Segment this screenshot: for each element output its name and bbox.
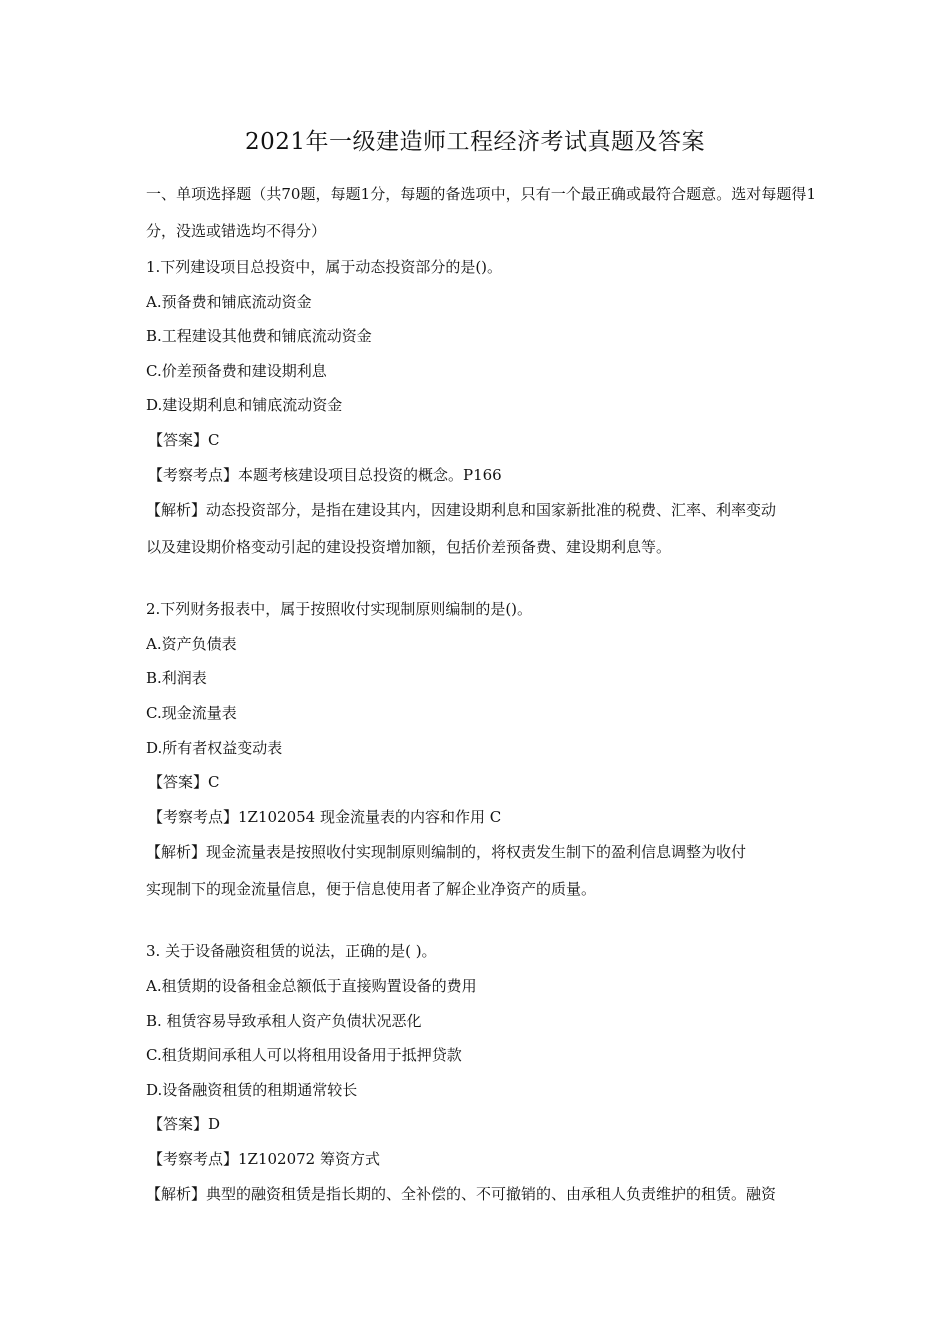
section-header: 一、单项选择题（共70题，每题1分，每题的备选项中，只有一个最正确或最符合题意。选对每题得1分，没选或错选均不得分） [146, 185, 816, 240]
option-c: C.现金流量表 [146, 703, 237, 722]
question-block [146, 592, 816, 908]
spacer [146, 566, 816, 592]
analysis-line: 【解析】现金流量表是按照收付实现制原则编制的，将权责发生制下的盈利信息调整为收付 [146, 843, 747, 862]
option-b: B. 租赁容易导致承租人资产负债状况恶化 [146, 1011, 422, 1030]
question-stem: 1.下列建设项目总投资中，属于动态投资部分的是()。 [146, 258, 503, 276]
question-stem: 3. 关于设备融资租赁的说法，正确的是( )。 [146, 942, 437, 961]
analysis-line: 【解析】典型的融资租赁是指长期的、全补偿的、不可撤销的、由承租人负责维护的租赁。融资 [146, 1185, 777, 1204]
answer: 【答案】C [148, 773, 220, 792]
question-block [146, 934, 816, 1213]
option-c: C.价差预备费和建设期利息 [146, 361, 327, 380]
option-d: D.设备融资租赁的租期通常较长 [146, 1080, 358, 1099]
option-c: C.租货期间承租人可以将租用设备用于抵押贷款 [146, 1046, 462, 1065]
option-a: A.租赁期的设备租金总额低于直接购置设备的费用 [146, 976, 477, 995]
document-body [146, 176, 816, 1213]
exam-point: 【考察考点】1Z102054 现金流量表的内容和作用 C [148, 807, 502, 826]
analysis-line: 以及建设期价格变动引起的建设投资增加额，包括价差预备费、建设期利息等。 [146, 538, 672, 557]
question-stem: 2.下列财务报表中，属于按照收付实现制原则编制的是()。 [146, 600, 533, 619]
option-a: A.预备费和铺底流动资金 [146, 292, 312, 311]
analysis-line: 【解析】动态投资部分，是指在建设其内，因建设期利息和国家新批准的税费、汇率、利率变动 [146, 501, 777, 520]
answer: 【答案】C [148, 430, 220, 449]
analysis-line: 实现制下的现金流量信息，便于信息使用者了解企业净资产的质量。 [146, 880, 597, 899]
question-block [146, 250, 816, 566]
spacer [146, 908, 816, 934]
document-title: 2021年一级建造师工程经济考试真题及答案 [244, 129, 706, 155]
option-b: B.工程建设其他费和铺底流动资金 [146, 327, 372, 346]
exam-point: 【考察考点】1Z102072 筹资方式 [148, 1149, 380, 1168]
option-b: B.利润表 [146, 669, 207, 688]
option-d: D.建设期利息和铺底流动资金 [146, 396, 343, 415]
option-a: A.资产负债表 [146, 634, 237, 653]
option-d: D.所有者权益变动表 [146, 738, 283, 757]
answer: 【答案】D [148, 1115, 221, 1134]
exam-point: 【考察考点】本题考核建设项目总投资的概念。P166 [148, 465, 502, 484]
